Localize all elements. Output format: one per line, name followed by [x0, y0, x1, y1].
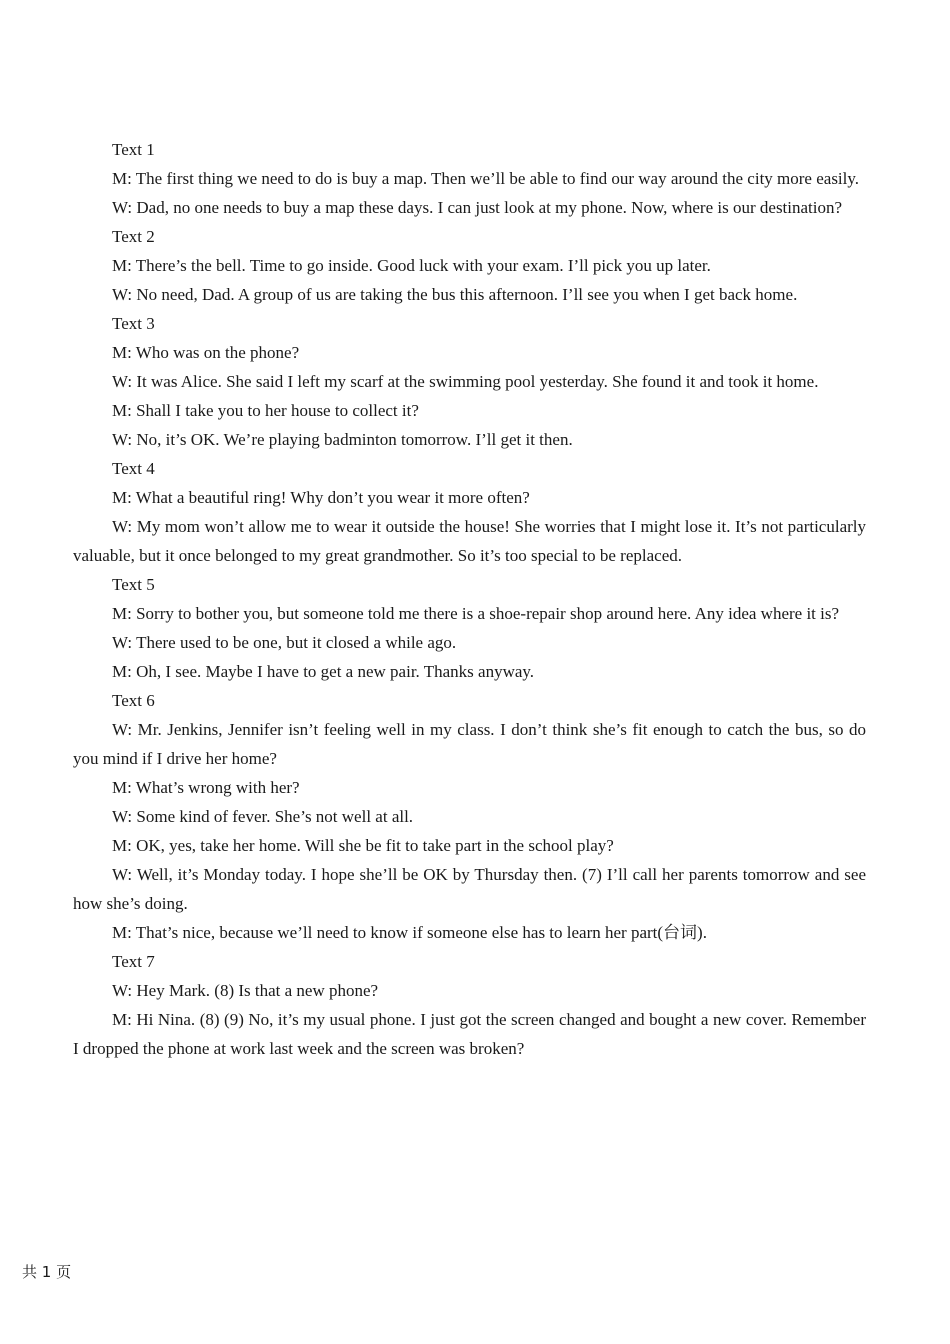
section-heading: Text 2 [112, 227, 155, 246]
dialogue-line: W: Some kind of fever. She’s not well at all. [112, 807, 414, 826]
dialogue-line: M: Oh, I see. Maybe I have to get a new pair. Thanks anyway. [112, 662, 535, 681]
dialogue-line: M: OK, yes, take her home. Will she be fit to take part in the school play? [112, 836, 614, 855]
dialogue-line: W: No need, Dad. A group of us are taking the bus this afternoon. I’ll see you when I get back home. [112, 285, 798, 304]
section-heading: Text 6 [112, 691, 155, 710]
dialogue-line: W: Well, it’s Monday today. I hope she’ll be OK by Thursday then. (7) I’ll call her parents tomorrow and see how she’s doing. [73, 865, 866, 913]
section-heading: Text 7 [112, 952, 155, 971]
dialogue-line: M: Who was on the phone? [112, 343, 300, 362]
dialogue-line: W: No, it’s OK. We’re playing badminton tomorrow. I’ll get it then. [112, 430, 573, 449]
dialogue-line: M: Hi Nina. (8) (9) No, it’s my usual phone. I just got the screen changed and bought a new cover. Remember I dropped the phone at work last week and the screen was broken? [73, 1010, 866, 1058]
dialogue-line: M: Sorry to bother you, but someone told me there is a shoe-repair shop around here. Any idea where it is? [112, 604, 840, 623]
dialogue-line: M: What’s wrong with her? [112, 778, 300, 797]
section-heading: Text 5 [112, 575, 155, 594]
document-body [73, 135, 866, 1063]
dialogue-line: M: Shall I take you to her house to collect it? [112, 401, 419, 420]
section-heading: Text 4 [112, 459, 155, 478]
dialogue-line: W: It was Alice. She said I left my scarf at the swimming pool yesterday. She found it and took it home. [112, 372, 819, 391]
dialogue-line: W: Hey Mark. (8) Is that a new phone? [112, 981, 379, 1000]
dialogue-line: M: The first thing we need to do is buy a map. Then we’ll be able to find our way around the city more easily. [112, 169, 860, 188]
page-count-footer: 共 1 页 [22, 1263, 72, 1281]
section-heading: Text 3 [112, 314, 155, 333]
dialogue-line: M: That’s nice, because we’ll need to know if someone else has to learn her part(台词). [112, 923, 707, 942]
dialogue-line: M: What a beautiful ring! Why don’t you wear it more often? [112, 488, 530, 507]
dialogue-line: W: My mom won’t allow me to wear it outside the house! She worries that I might lose it. It’s not particularly valuable, but it once belonged to my great grandmother. So it’s too special to be replaced. [73, 517, 866, 565]
dialogue-line: W: Dad, no one needs to buy a map these days. I can just look at my phone. Now, where is our destination? [112, 198, 843, 217]
section-heading: Text 1 [112, 140, 155, 159]
dialogue-line: M: There’s the bell. Time to go inside. Good luck with your exam. I’ll pick you up later. [112, 256, 711, 275]
dialogue-line: W: There used to be one, but it closed a while ago. [112, 633, 457, 652]
dialogue-line: W: Mr. Jenkins, Jennifer isn’t feeling well in my class. I don’t think she’s fit enough to catch the bus, so do you mind if I drive her home? [73, 720, 866, 768]
